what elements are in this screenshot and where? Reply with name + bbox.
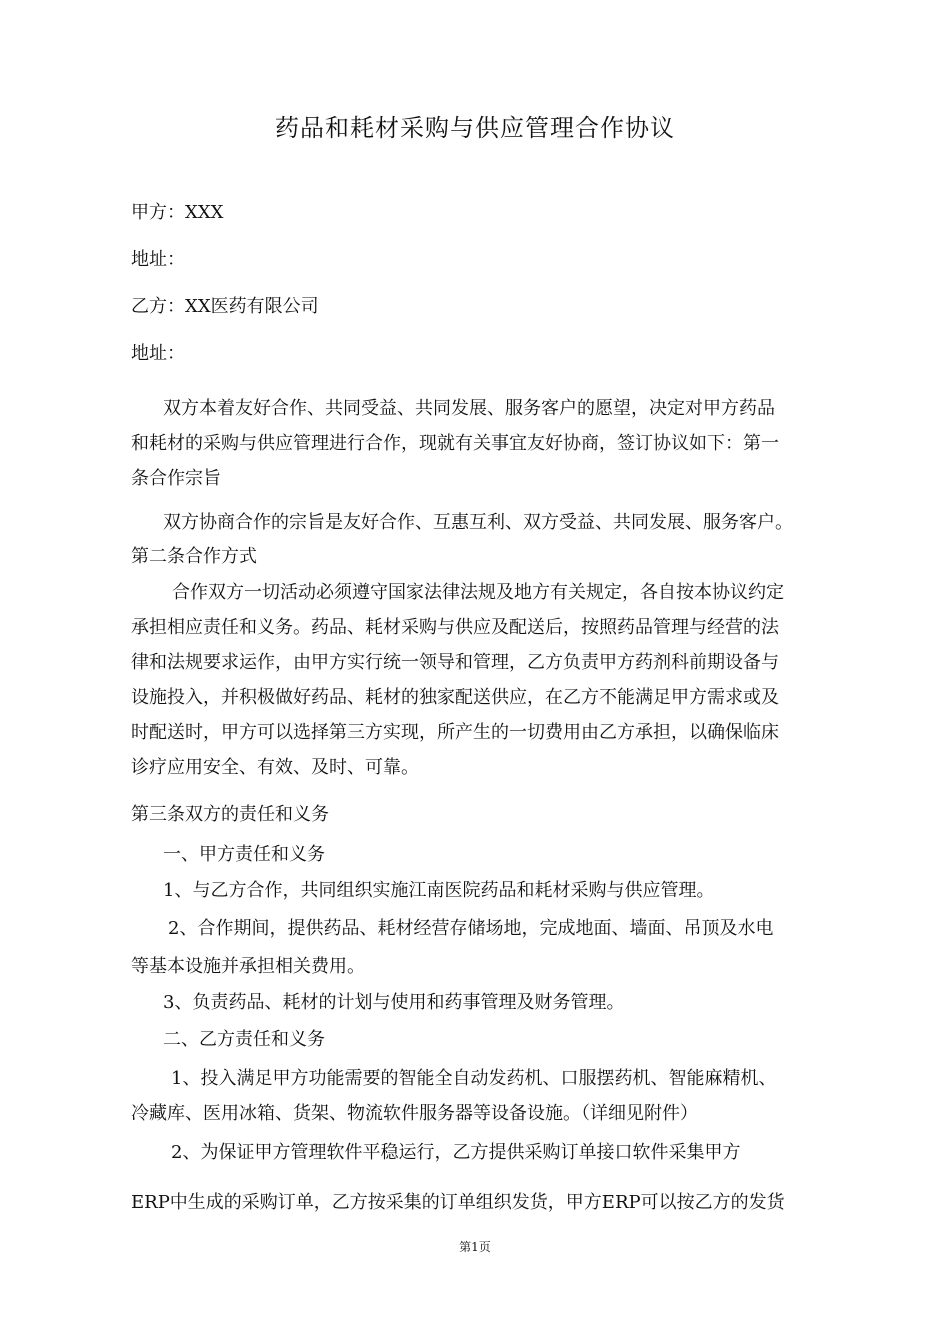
- party-b: 乙方：XX医药有限公司: [131, 296, 319, 317]
- body-line: 合作双方一切活动必须遵守国家法律法规及地方有关规定，各自按本协议约定: [172, 582, 784, 603]
- body-line: 时配送时，甲方可以选择第三方实现，所产生的一切费用由乙方承担，以确保临床: [131, 722, 779, 743]
- body-line: ERP中生成的采购订单，乙方按采集的订单组织发货，甲方ERP可以按乙方的发货: [131, 1192, 785, 1213]
- body-line: 条合作宗旨: [131, 468, 221, 489]
- body-line: 2、合作期间，提供药品、耗材经营存储场地，完成地面、墙面、吊顶及水电: [168, 918, 774, 939]
- body-line: 和耗材的采购与供应管理进行合作，现就有关事宜友好协商，签订协议如下：第一: [131, 433, 779, 454]
- page-number: 第1页: [459, 1240, 491, 1254]
- body-line: 1、与乙方合作，共同组织实施江南医院药品和耗材采购与供应管理。: [163, 880, 715, 901]
- body-line: 双方本着友好合作、共同受益、共同发展、服务客户的愿望，决定对甲方药品: [163, 398, 775, 419]
- body-line: 冷藏库、医用冰箱、货架、物流软件服务器等设备设施。（详细见附件）: [131, 1103, 698, 1124]
- body-line: 1、投入满足甲方功能需要的智能全自动发药机、口服摆药机、智能麻精机、: [171, 1068, 777, 1089]
- party-b-address: 地址：: [131, 343, 185, 364]
- body-line: 2、为保证甲方管理软件平稳运行，乙方提供采购订单接口软件采集甲方: [171, 1142, 741, 1163]
- subsection-heading: 一、甲方责任和义务: [163, 844, 325, 865]
- body-line: 3、负责药品、耗材的计划与使用和药事管理及财务管理。: [163, 992, 625, 1013]
- section-heading: 第二条合作方式: [131, 546, 257, 567]
- body-line: 设施投入，并积极做好药品、耗材的独家配送供应，在乙方不能满足甲方需求或及: [131, 687, 779, 708]
- body-line: 等基本设施并承担相关费用。: [131, 956, 365, 977]
- section-heading: 第三条双方的责任和义务: [131, 804, 329, 825]
- body-line: 诊疗应用安全、有效、及时、可靠。: [131, 757, 419, 778]
- body-line: 律和法规要求运作，由甲方实行统一领导和管理，乙方负责甲方药剂科前期设备与: [131, 652, 779, 673]
- body-line: 双方协商合作的宗旨是友好合作、互惠互利、双方受益、共同发展、服务客户。: [163, 512, 793, 533]
- party-a-address: 地址：: [131, 249, 185, 270]
- document-title: 药品和耗材采购与供应管理合作协议: [275, 114, 675, 142]
- subsection-heading: 二、乙方责任和义务: [163, 1029, 325, 1050]
- party-a: 甲方：XXX: [131, 202, 224, 223]
- body-line: 承担相应责任和义务。药品、耗材采购与供应及配送后，按照药品管理与经营的法: [131, 617, 779, 638]
